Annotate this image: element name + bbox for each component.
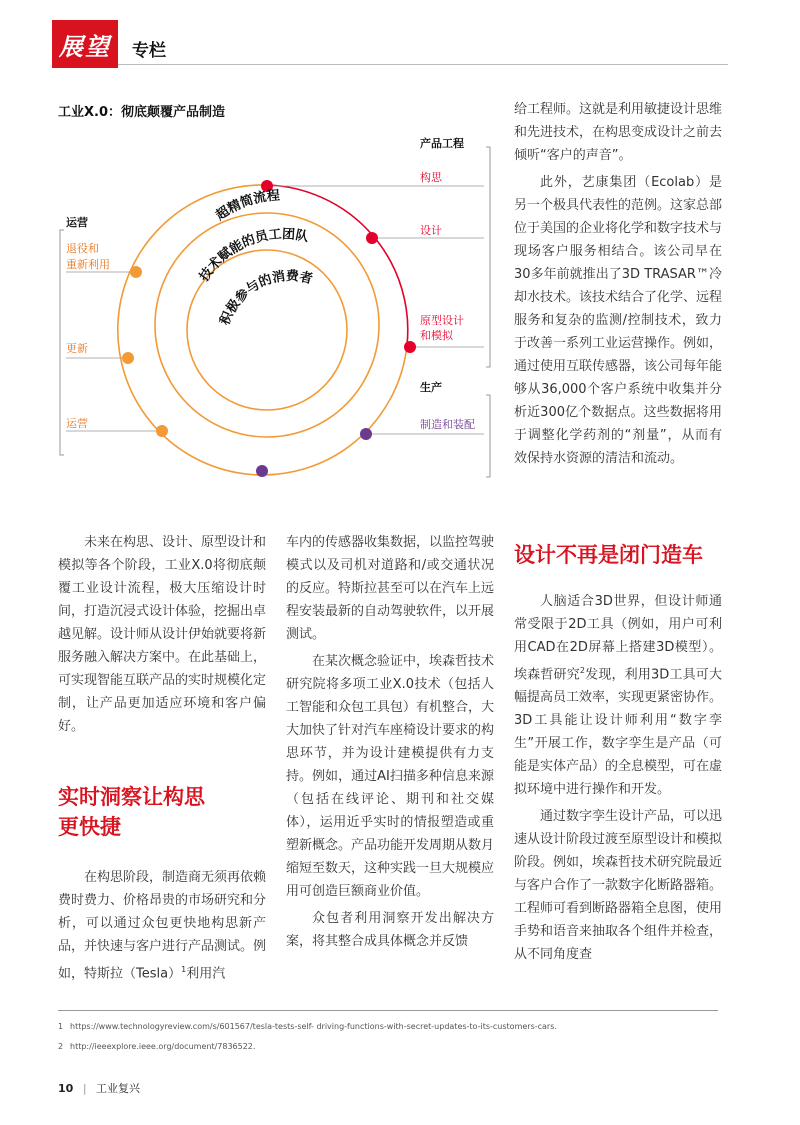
footnotes — [58, 1010, 718, 1057]
ring-outer-label: 超精简流程 — [213, 188, 281, 224]
node-update — [122, 352, 134, 364]
left-item-4: 运营 — [66, 417, 88, 430]
header-rule — [118, 64, 728, 65]
left-item-3: 更新 — [66, 342, 88, 355]
paragraph: 在构思阶段，制造商无须再依赖费时费力、价格昂贵的市场研究和分析，可以通过众包更快地构思新产品，并快速与客户进行产品测试。例如，特斯拉（Tesla）$^1$利用汽 — [58, 870, 267, 982]
ring-middle-label: 技术赋能的员工团队 — [196, 227, 310, 285]
node-manufacture — [360, 428, 372, 440]
paragraph: 车内的传感器收集数据，以监控驾驶模式以及司机对道路和/或交通状况的反应。特斯拉甚至可以在汽车上远程安装最新的自动驾驶软件，以开展测试。 — [286, 535, 495, 642]
section-label: 专栏 — [132, 41, 166, 61]
paragraph: 未来在构思、设计、原型设计和模拟等各个阶段，工业X.0将彻底颠覆工业设计流程，极大压缩设计时间，打造沉浸式设计体验，挖掘出卓越见解。设计师从设计伊始就要将新服务融入解决方案中。在此基础上，可实现智能互联产品的实时规模化定制，让产品更加适应环境和客户偏好。 — [58, 535, 267, 734]
node-prototype — [404, 341, 416, 353]
node-retire — [130, 266, 142, 278]
left-group-title: 运营 — [66, 216, 88, 229]
page-number: 10 — [58, 1082, 74, 1095]
right-item-prototype-1: 原型设计 — [420, 314, 464, 327]
col3-top-text — [514, 98, 722, 474]
page-footer — [58, 1080, 140, 1096]
right-item-design: 设计 — [420, 224, 442, 237]
svg-text:积极参与的消费者 — [217, 268, 314, 327]
paragraph: 众包者利用洞察开发出解决方案，将其整合成具体概念并反馈 — [286, 911, 494, 949]
col3-text — [514, 540, 722, 970]
footnote: 2 http://ieeexplore.ieee.org/document/7836522. — [58, 1042, 256, 1051]
magazine-logo: 展望 — [52, 20, 118, 68]
svg-text:超精简流程 — [213, 187, 281, 223]
left-item-2: 重新利用 — [66, 258, 110, 271]
paragraph: 人脑适合3D世界，但设计师通常受限于2D工具（例如，用户可利用CAD在2D屏幕上搭建3D模型）。埃森哲研究$^2$发现，利用3D工具可大幅提高员工效率，实现更紧密协作。3D工具能让设计师利用“数字孪生”开展工作，数字孪生是产品（可能是实体产品）的全息模型，可在虚拟环境中进行操作和开发。 — [514, 594, 723, 798]
production-item: 制造和装配 — [420, 418, 475, 431]
heading-design: 设计不再是闭门造车 — [514, 543, 703, 567]
industry-x0-diagram — [52, 125, 502, 495]
left-item-1: 退役和 — [66, 242, 99, 255]
col1-text — [58, 531, 266, 989]
paragraph: 通过数字孪生设计产品，可以迅速从设计阶段过渡至原型设计和模拟阶段。例如，埃森哲技术研究院最近与客户合作了一款数字化断路器箱。工程师可看到断路器箱全息图，使用手势和语音来抽取各个组件并检查，从不同角度查 — [514, 809, 723, 963]
paragraph: 此外，艺康集团（Ecolab）是另一个极具代表性的范例。这家总部位于美国的企业将化学和数字技术与现场客户服务相结合。该公司早在30多年前就推出了3D TRASAR™冷却水技术。该技术结合了化学、远程服务和复杂的监测/控制技术，致力于改善一系列工业运营操作。例如，通过使用互联传感器，该公司每年能够从36,000个客户系统中收集并分析近300亿个数据点。这些数据将用于调整化学药剂的“剂量”，从而有效保持水资源的清洁和流动。 — [514, 175, 723, 466]
paragraph: 在某次概念验证中，埃森哲技术研究院将多项工业X.0技术（包括人工智能和众包工具包）有机整合，大大加快了针对汽车座椅设计要求的构思环节，并为设计建模提供有力支持。例如，通过AI扫描多种信息来源（包括在线评论、期刊和社交媒体），运用近乎实时的情报塑造或重塑新概念。产品功能开发周期从数月缩短至数天，这种实践一旦大规模应用可创造巨额商业价值。 — [286, 654, 495, 899]
paragraph: 给工程师。这就是利用敏捷设计思维和先进技术，在构思变成设计之前去倾听“客户的声音”。 — [514, 102, 723, 163]
figure-title: 工业X.0：彻底颠覆产品制造 — [58, 105, 226, 120]
production-title: 生产 — [420, 381, 442, 394]
node-operate — [156, 425, 168, 437]
heading-realtime: 实时洞察让构思 更快捷 — [58, 785, 205, 839]
ring-inner-label: 积极参与的消费者 — [217, 268, 315, 328]
right-group-title: 产品工程 — [420, 137, 464, 150]
col2-text — [286, 531, 494, 957]
node-design — [366, 232, 378, 244]
publication-title: 工业复兴 — [96, 1082, 141, 1095]
right-item-prototype-2: 和模拟 — [420, 329, 453, 342]
footer-separator: | — [82, 1082, 87, 1095]
node-bottom — [256, 465, 268, 477]
right-item-concept: 构思 — [420, 171, 442, 184]
footnote: 1 https://www.technologyreview.com/s/601567/tesla-tests-self- driving-functions-with-secret-updates-to-its-customers-cars. — [58, 1022, 557, 1031]
